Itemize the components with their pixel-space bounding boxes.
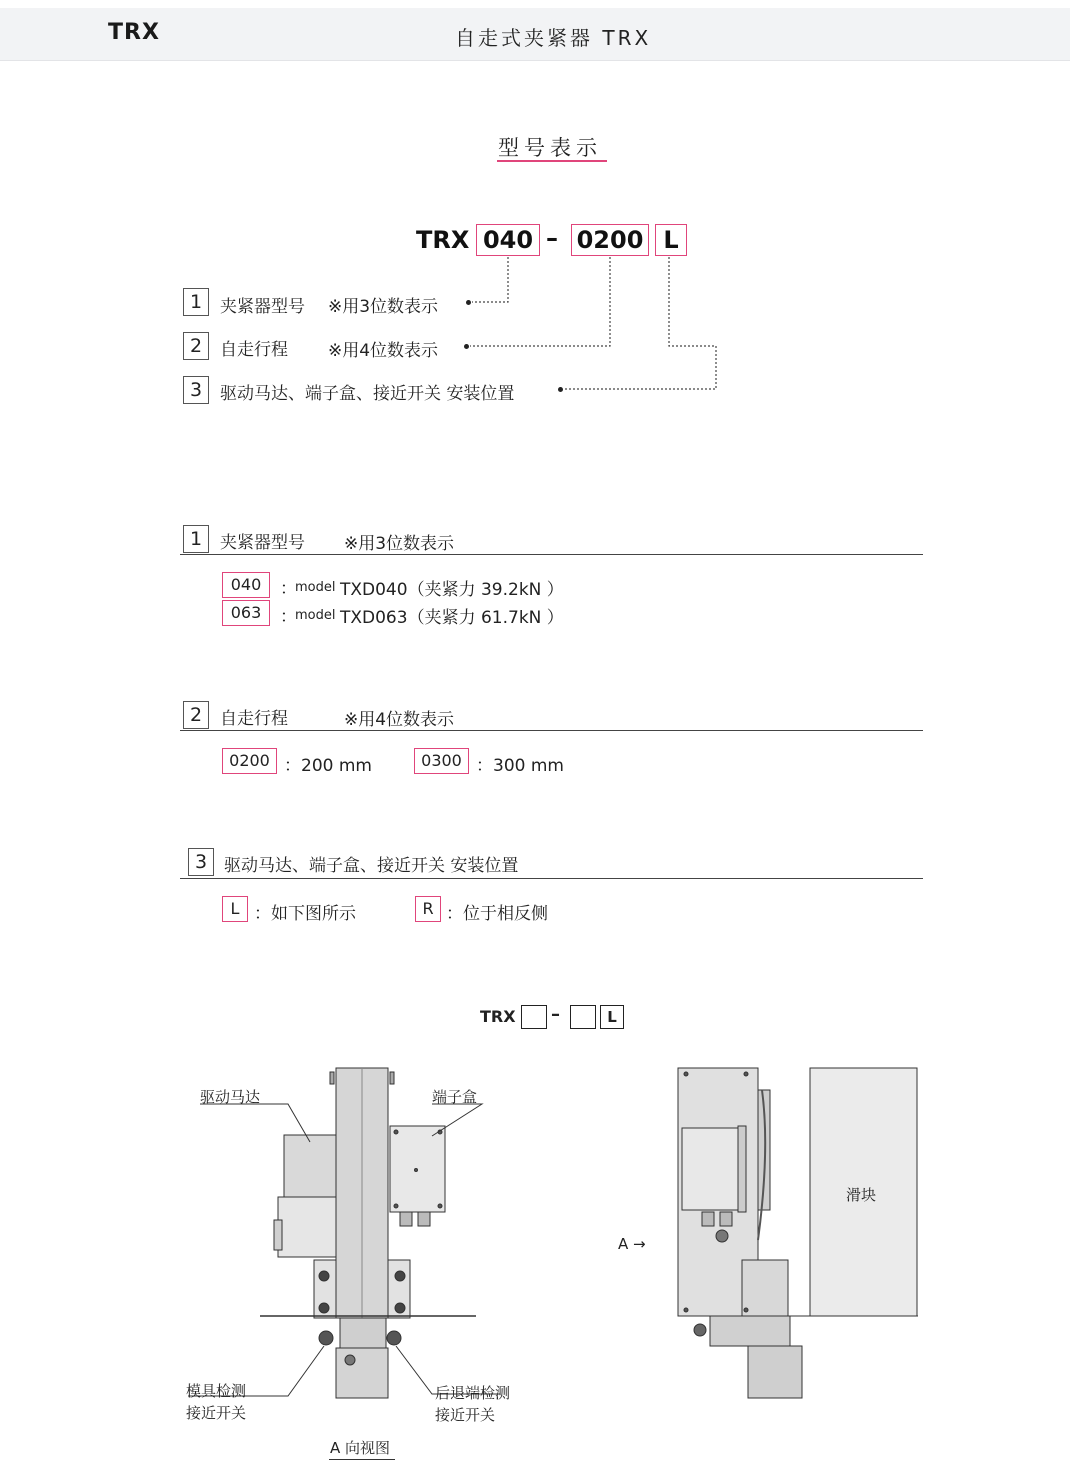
spec3-code-R: R — [415, 896, 441, 922]
spec1-desc-040: TXD040（夹紧力 39.2kN ） — [340, 580, 564, 600]
label-arrow-a: A → — [618, 1235, 646, 1253]
spec1-title: 夹紧器型号 — [220, 533, 305, 553]
legend-number-2: 2 — [183, 332, 209, 360]
spec1-sep-063: ： — [280, 607, 297, 627]
view-a-underline — [329, 1459, 395, 1460]
model-dash: – — [546, 224, 558, 252]
spec2-title: 自走行程 — [220, 709, 288, 729]
spec1-number: 1 — [183, 525, 209, 553]
legend-number-3: 3 — [183, 376, 209, 404]
label-motor: 驱动马达 — [200, 1088, 261, 1106]
spec3-desc-R: ：位于相反侧 — [446, 904, 548, 924]
leader-dot-3 — [558, 387, 563, 392]
model-code-part2: 0200 — [571, 224, 649, 256]
legend-label-2: 自走行程 — [220, 340, 288, 360]
legend-note-1: ※用3位数表示 — [328, 297, 439, 317]
figure-code-suffix: L — [600, 1005, 624, 1029]
spec1-code-040: 040 — [222, 572, 270, 598]
spec2-code-0200: 0200 — [222, 748, 277, 774]
spec2-desc-0300: ：300 mm — [476, 756, 564, 776]
label-retract-sensor-2: 接近开关 — [435, 1406, 496, 1424]
model-code-part3: L — [655, 224, 687, 256]
model-code-part1: 040 — [476, 224, 540, 256]
figure-code-dash: – — [551, 1004, 560, 1025]
spec3-rule — [180, 878, 923, 879]
label-retract-sensor-1: 后退端检测 — [435, 1384, 511, 1402]
label-slider: 滑块 — [846, 1186, 877, 1204]
spec1-sep-040: ： — [280, 579, 297, 599]
legend-label-1: 夹紧器型号 — [220, 297, 305, 317]
spec1-model-word-063: model — [295, 608, 336, 623]
section-title: 型号表示 — [498, 136, 602, 160]
spec2-number: 2 — [183, 701, 209, 729]
spec2-rule — [180, 730, 923, 731]
spec3-title: 驱动马达、端子盒、接近开关 安装位置 — [224, 856, 519, 876]
label-mold-sensor-1: 模具检测 — [186, 1382, 247, 1400]
spec1-code-063: 063 — [222, 600, 270, 626]
legend-number-1: 1 — [183, 288, 209, 316]
label-view-a: A 向视图 — [330, 1439, 391, 1457]
figure-code-prefix: TRX — [480, 1007, 516, 1026]
spec2-desc-0200: ：200 mm — [284, 756, 372, 776]
model-prefix: TRX — [416, 226, 470, 254]
spec1-desc-063: TXD063（夹紧力 61.7kN ） — [340, 608, 564, 628]
spec3-number: 3 — [188, 848, 214, 876]
figure-code-blank-2 — [570, 1005, 596, 1029]
label-mold-sensor-2: 接近开关 — [186, 1404, 247, 1422]
legend-label-3: 驱动马达、端子盒、接近开关 安装位置 — [220, 384, 515, 404]
spec1-note: ※用3位数表示 — [344, 534, 455, 554]
spec2-note: ※用4位数表示 — [344, 710, 455, 730]
spec1-model-word-040: model — [295, 580, 336, 595]
legend-note-2: ※用4位数表示 — [328, 341, 439, 361]
side-view-drawing — [670, 1060, 925, 1405]
label-terminal-box: 端子盒 — [432, 1088, 478, 1106]
brand-logo: TRX — [108, 20, 160, 45]
figure-code-blank-1 — [521, 1005, 547, 1029]
spec3-desc-L: ：如下图所示 — [254, 904, 356, 924]
document-title: 自走式夹紧器 TRX — [455, 26, 652, 50]
leader-lines — [0, 0, 1070, 420]
leader-dot-1 — [466, 300, 471, 305]
leader-dot-2 — [464, 344, 469, 349]
spec3-code-L: L — [222, 896, 248, 922]
spec1-rule — [180, 554, 923, 555]
spec2-code-0300: 0300 — [414, 748, 469, 774]
